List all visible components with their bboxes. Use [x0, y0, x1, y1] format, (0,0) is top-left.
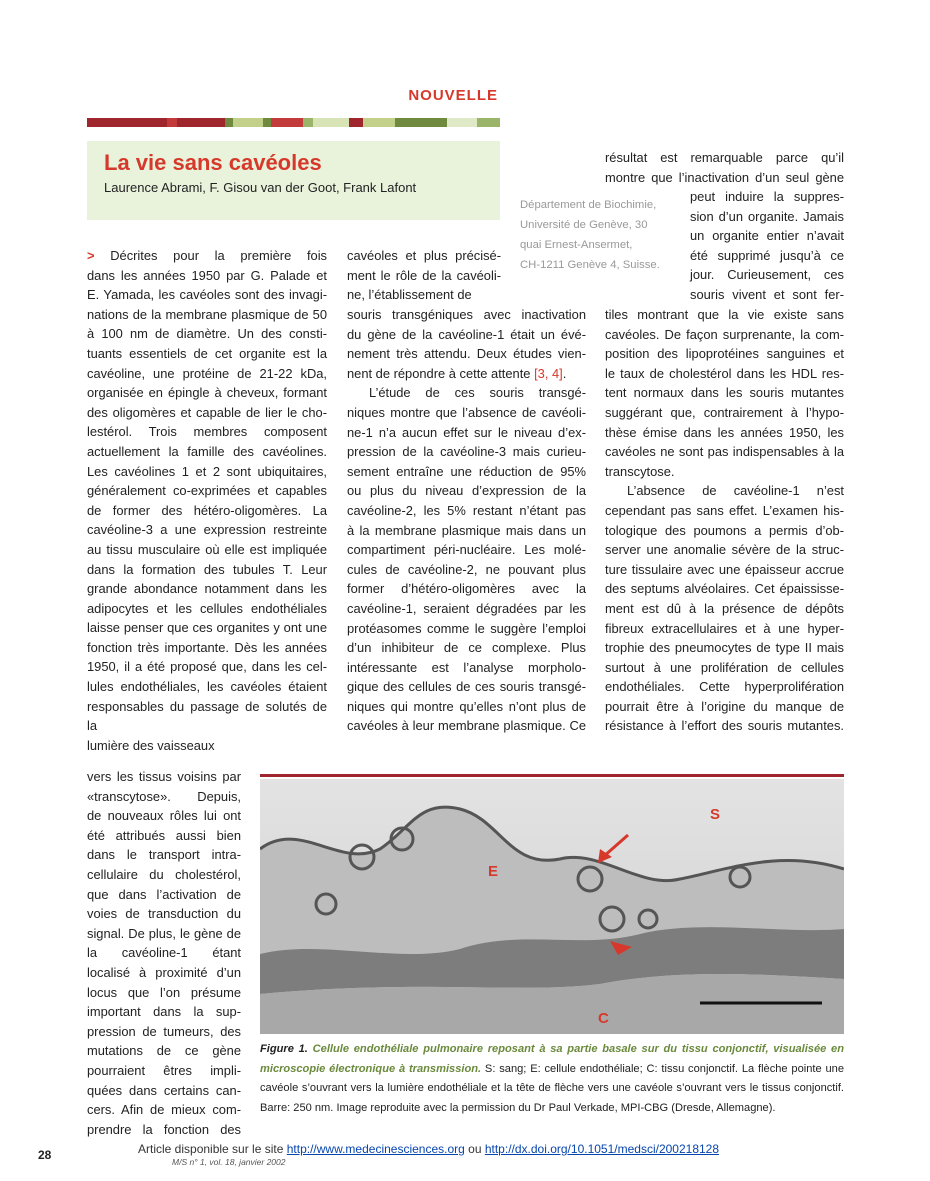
text-line: suggérant que, contrairement à l’hypo-	[605, 404, 844, 420]
text-line: généralement co-exprimées et capables	[87, 483, 327, 499]
page-number: 28	[38, 1148, 52, 1162]
journal-citation: M/S n° 1, vol. 18, janvier 2002	[172, 1157, 286, 1167]
text-line: tiles montrant que la vie existe sans	[605, 307, 844, 322]
stripe-segment	[363, 118, 395, 127]
text-line: cavéoles ne sont pas indispensables à la	[605, 444, 844, 460]
text-line: intéressante est l’analyse morpholo-	[347, 659, 586, 675]
column-1-narrow	[87, 767, 241, 1139]
text-line: Les cavéolines 1 et 2 sont ubiquitaires,	[87, 463, 327, 479]
text-line: responsables du passage de solutés de la	[87, 698, 327, 734]
text-line: sion d’un organite. Jamais	[690, 208, 844, 224]
stripe-segment	[313, 118, 349, 127]
text-line: lules endothéliales, les cavéoles étaient	[87, 679, 327, 695]
stripe-segment	[447, 118, 477, 127]
text-span: .	[562, 365, 567, 381]
text-line: laisse penser que ces organites y ont une	[87, 620, 327, 636]
caption-label: Figure 1.	[260, 1043, 308, 1055]
text-line: 1950, il a été proposé que, dans les cel-	[87, 659, 327, 675]
text-line: transcytose.	[605, 463, 675, 479]
text-line: tent normaux dans les souris mutantes	[605, 385, 844, 401]
text-line: pourrait être à l’origine du manque de	[605, 698, 844, 714]
text-line: lumière des vaisseaux	[87, 737, 215, 753]
text-line: cavéoline, une protéine de 21-22 kDa,	[87, 365, 327, 381]
affiliation-line: CH-1211 Genève 4, Suisse.	[520, 259, 660, 271]
text-line: cules de cavéoline-2, ne pouvant plus	[347, 561, 586, 577]
article-title: La vie sans cavéoles	[104, 150, 322, 175]
column-1	[87, 246, 327, 755]
figure-rule	[260, 774, 844, 777]
text-line: jour. Curieusement, ces	[690, 267, 844, 283]
text-line: résistance à l’effort des souris mutantes.	[605, 718, 844, 734]
stripe-segment	[349, 118, 363, 127]
column-3-top	[605, 148, 844, 187]
text-line: cavéoles à leur membrane plasmique. Ce	[347, 718, 586, 734]
stripe-segment	[303, 118, 313, 127]
stripe-segment	[225, 118, 233, 127]
column-3-narrow	[690, 187, 844, 305]
text-line: adipocytes et les cellules endothéliales	[87, 600, 327, 616]
text-line: des oligomères et capable de lier le cho-	[87, 404, 327, 420]
reference-link[interactable]: [3, 4]	[534, 365, 563, 381]
text-line: fibreux extracellulaires et à une hyper-	[605, 620, 844, 636]
text-line: vers les tissus voisins par	[87, 769, 241, 784]
figure-label-e: E	[488, 863, 499, 880]
text-line: niques montre que l’absence de cavéoli-	[347, 404, 586, 420]
text-line: lestérol. Trois membres composent	[87, 424, 327, 440]
text-line: de former des hétéro-oligomères. La	[87, 502, 327, 518]
section-label: NOUVELLE	[408, 87, 498, 104]
doi-link[interactable]: http://dx.doi.org/10.1051/medsci/200218128	[484, 1142, 720, 1156]
availability-or: ou	[464, 1142, 485, 1156]
text-line: position des lipoprotéines sanguines et	[605, 346, 844, 362]
text-line: gique des cellules de ces souris transgé-	[347, 679, 586, 695]
text-line: tuants essentiels de cet organite est la	[87, 345, 327, 361]
availability-note	[138, 1142, 719, 1156]
text-line: d’un inhibiteur de ce complexe. Plus	[347, 640, 586, 656]
affiliation	[520, 195, 685, 275]
text-line: actuellement la famille des cavéolines.	[87, 443, 327, 459]
text-line: le taux de cholestérol dans les HDL res-	[605, 365, 844, 381]
text-line: un organite entier n’avait	[690, 228, 844, 244]
micrograph-image	[260, 779, 844, 1034]
text-line: que dans l’activation de	[87, 886, 241, 902]
text-line: mutations de ce gène	[87, 1043, 241, 1059]
stripe-segment	[477, 118, 500, 127]
text-line: pression de la cavéoline-3 mais curieu-	[347, 444, 586, 460]
text-line: locus que l’on présume	[87, 984, 241, 1000]
article-authors: Laurence Abrami, F. Gisou van der Goot, Frank Lafont	[104, 180, 417, 195]
stripe-segment	[167, 118, 177, 127]
text-line: L’étude de ces souris transgé-	[369, 385, 586, 401]
text-line: été attribués aussi bien	[87, 827, 241, 843]
column-3	[605, 305, 844, 736]
text-line: thèse émise dans les années 1950, les	[605, 424, 844, 440]
text-line: des septums alvéolaires. Cet épaississe-	[605, 581, 844, 597]
affiliation-line: quai Ernest-Ansermet,	[520, 239, 633, 251]
text-line: dans la formation des tubules T. Leur	[87, 561, 327, 577]
text-line: cers. Afin de mieux com-	[87, 1102, 241, 1118]
text-line	[87, 246, 327, 266]
text-line: ture tissulaire avec une épaisseur accrue	[605, 561, 844, 577]
text-span: nent de répondre à cette attente	[347, 365, 535, 381]
text-line: organisée en épingle à cheveux, formant	[87, 385, 327, 401]
text-line: été supprimé jusqu’à ce	[690, 247, 844, 263]
text-line: important dans la sup-	[87, 1004, 241, 1020]
text-line: compartiment péri-nucléaire. Les molé-	[347, 542, 586, 558]
text-line: former d’hétéro-oligomères avec la	[347, 581, 586, 597]
text-line: peut induire la suppres-	[690, 189, 844, 204]
text-line: «transcytose». Depuis,	[87, 788, 241, 804]
stripe-segment	[233, 118, 263, 127]
stripe-segment	[395, 118, 447, 127]
text-line: surtout à une prolifération de cellules	[605, 659, 844, 675]
text-line: cavéoline-1, seraient dégradées par les	[347, 600, 586, 616]
text-line: cependant pas sans effet. L’examen his-	[605, 502, 844, 518]
text-line: pourraient êtres impli-	[87, 1062, 241, 1078]
text-line: server une anomalie sévère de la struc-	[605, 542, 844, 558]
text-line: L’absence de cavéoline-1 n’est	[627, 483, 844, 499]
text-line: résultat est remarquable parce qu’il	[605, 150, 844, 165]
text-line: fonction très importante. Dès les années	[87, 639, 327, 655]
stripe-segment	[271, 118, 303, 127]
figure-caption	[260, 1040, 844, 1118]
text-line: ment le rôle de la cavéoli-	[347, 267, 501, 283]
text-line: nement très attendu. Deux études vien-	[347, 346, 586, 362]
text-line: du gène de la cavéoline-1 était un évé-	[347, 326, 586, 342]
text-line: voies de transduction du	[87, 906, 241, 922]
stripe-segment	[87, 118, 167, 127]
paragraph-marker: >	[87, 248, 111, 263]
site-link[interactable]: http://www.medecinesciences.org	[286, 1142, 465, 1156]
text-line: cavéoles et plus précisé-	[347, 248, 501, 263]
text-line: cavéoline-3 a une expression restreinte	[87, 522, 327, 538]
text-line: cavéoline-2, les 5% restant n’étant pas	[347, 502, 586, 518]
text-line: la cavéoline-1 étant	[87, 945, 241, 961]
text-line: sement entraîne une réduction de 95%	[347, 463, 586, 479]
text-span: Décrites pour la première fois	[110, 248, 328, 263]
text-line: localisé à proximité d’un	[87, 964, 241, 980]
column-2	[347, 305, 586, 736]
text-line: ne, l’établissement de	[347, 287, 472, 303]
text-line: ment est dû à la présence de dépôts	[605, 600, 844, 616]
stripe-segment	[177, 118, 225, 127]
text-line: montre que l’inactivation d’un seul gène	[605, 169, 844, 185]
text-line: cavéoles. De façon surprenante, la com-	[605, 326, 844, 342]
color-stripe	[87, 118, 500, 127]
affiliation-line: Université de Genève, 30	[520, 219, 648, 231]
text-line: pression de tumeurs, des	[87, 1023, 241, 1039]
text-line: à la membrane plasmique mais dans un	[347, 522, 586, 538]
stripe-segment	[263, 118, 271, 127]
availability-prefix: Article disponible sur le site	[138, 1142, 287, 1156]
text-line: au tissu musculaire où elle est impliquée	[87, 541, 327, 557]
text-line: E. Yamada, les cavéoles sont des invagi-	[87, 287, 327, 303]
text-line: trophie des pneumocytes de type II mais	[605, 640, 844, 656]
text-line: ou plus du niveau d’expression de la	[347, 483, 586, 499]
column-2-top	[347, 246, 501, 305]
text-line: cellulaire du cholestérol,	[87, 866, 241, 882]
caption-title: Cellule endothéliale pulmonaire reposant à sa partie basale sur du tissu conjonctif, visualisée en microscopie électronique à transmission.	[260, 1043, 844, 1075]
text-line: prendre la fonction des	[87, 1121, 241, 1137]
text-line: protéasomes comme le suggère l’emploi	[347, 620, 586, 636]
figure-label-s: S	[710, 806, 721, 823]
caption-text: S: sang; E: cellule endothéliale; C: tissu conjonctif. La flèche pointe une cavéole s’ouvrant vers la lumière endothéliale et la tête de flèche vers une cavéole s’ouvrant vers le tissus conjonctif. Barre: 250 nm. Image reproduite avec la permission du Dr Paul Verkade, MPI-CBG (Dresde, Allemagne).	[260, 1062, 844, 1114]
text-line: dans les années 1950 par G. Palade et	[87, 267, 327, 283]
text-line: signal. De plus, le gène de	[87, 925, 241, 941]
text-line: endothéliales. Cette hyperprolifération	[605, 679, 844, 695]
text-line: nations de la membrane plasmique de 50	[87, 306, 327, 322]
affiliation-line: Département de Biochimie,	[520, 199, 657, 211]
text-line: dans le transport intra-	[87, 847, 241, 863]
text-line: niques qui montre qu’elles n’ont plus de	[347, 698, 586, 714]
text-line: souris vivent et sont fer-	[690, 286, 844, 302]
text-line: grande abondance notamment dans les	[87, 581, 327, 597]
text-line: souris transgéniques avec inactivation	[347, 307, 586, 322]
figure-label-c: C	[598, 1010, 609, 1027]
text-line: quées dans certains can-	[87, 1082, 241, 1098]
text-line: de nouveaux rôles lui ont	[87, 808, 241, 824]
text-line: tologique des poumons a permis d’ob-	[605, 522, 844, 538]
text-line	[347, 364, 586, 384]
text-line: à 100 nm de diamètre. Un des consti-	[87, 326, 327, 342]
text-line: ne-1 n’a aucun effet sur le niveau d’ex-	[347, 424, 586, 440]
